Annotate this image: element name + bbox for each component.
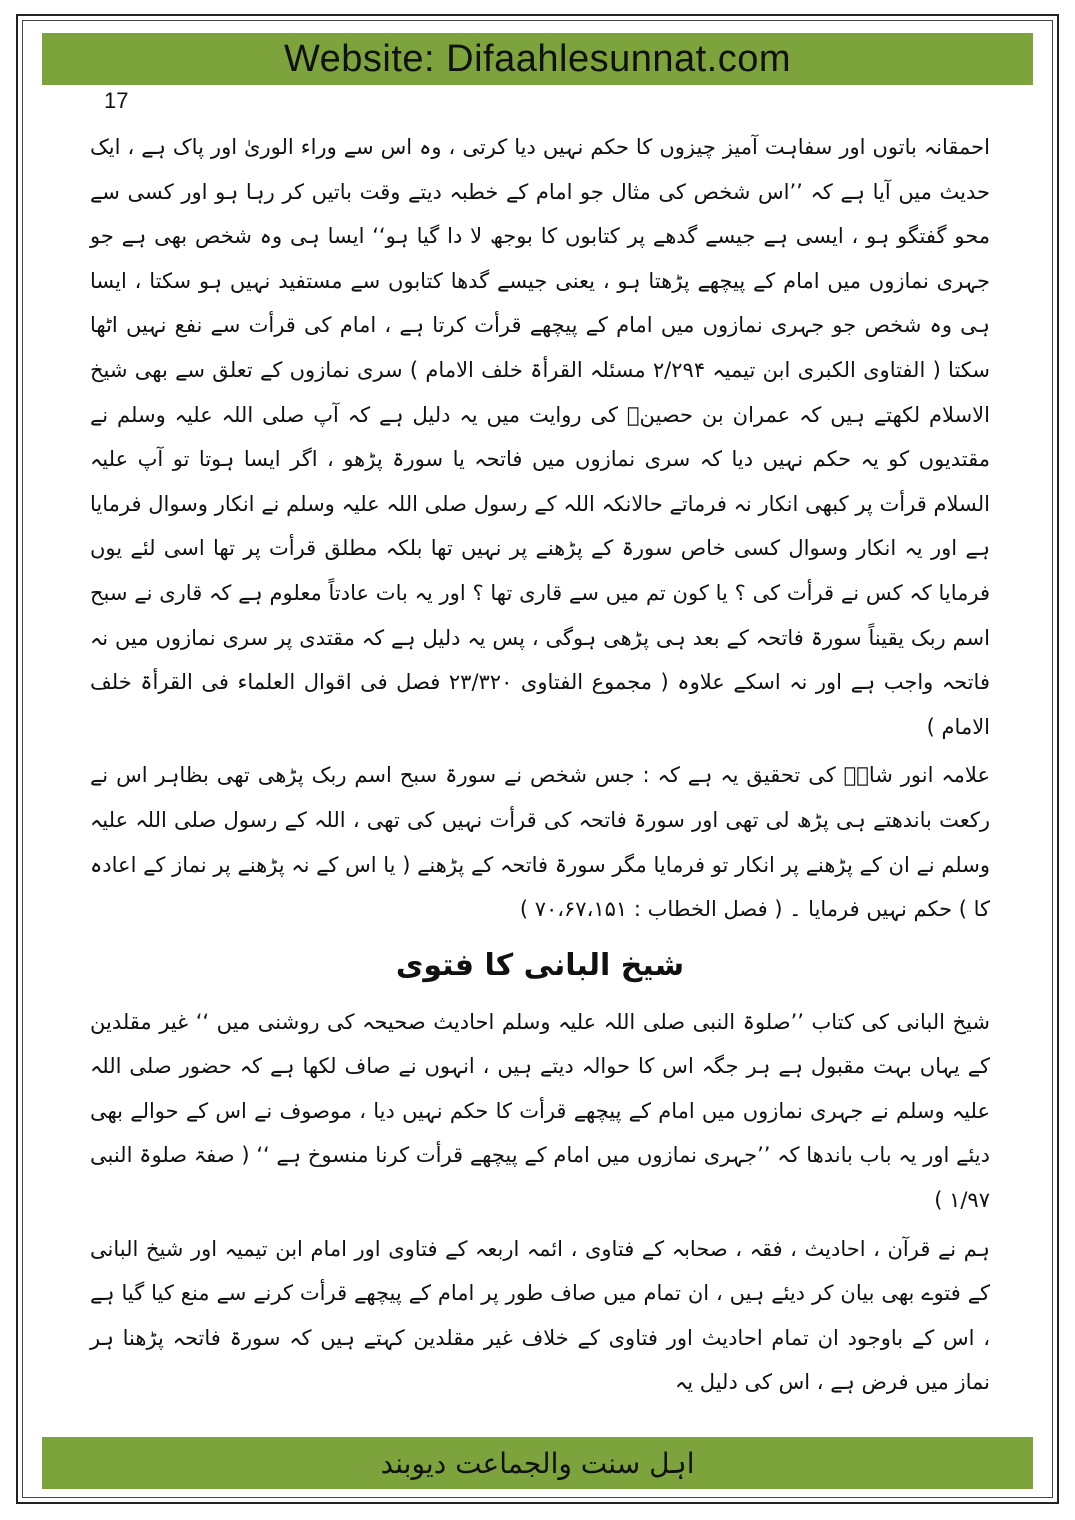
- footer-band: [42, 1437, 1033, 1489]
- paragraph-4: ہم نے قرآن ، احادیث ، فقہ ، صحابہ کے فتاوی ، ائمہ اربعہ کے فتاوی اور امام ابن تیمیہ اور شیخ البانی کے فتوے بھی بیان کر دیئے ہیں ، ان تمام میں صاف طور پر امام کے پیچھے قرأت کرنے سے منع کیا گیا ہے ، اس کے باوجود ان تمام احادیث اور فتاوی کے خلاف غیر مقلدین کہتے ہیں کہ سورۃ فاتحہ پڑھنا ہر نماز میں فرض ہے ، اس کی دلیل یہ: [90, 1236, 990, 1395]
- header-band: [42, 33, 1033, 85]
- paragraph-3: شیخ البانی کی کتاب ’’صلوۃ النبی صلی اللہ علیہ وسلم احادیث صحیحہ کی روشنی میں ‘‘ غیر مقلدین کے یہاں بہت مقبول ہے ہر جگہ اس کا حوالہ دیتے ہیں ، انہوں نے صاف لکھا ہے کہ حضور صلی اللہ علیہ وسلم نے جہری نمازوں میں امام کے پیچھے قرأت کا حکم نہیں دیا ، موصوف نے اس کے حوالے بھی دیئے اور یہ باب باندھا کہ ’’جہری نمازوں میں امام کے پیچھے قرأت کرنا منسوخ ہے ‘‘ ( صفۃ صلوۃ النبی ۱/۹۷ ): [90, 1009, 990, 1213]
- paragraph-2: علامہ انور شاہؒ کی تحقیق یہ ہے کہ : جس شخص نے سورۃ سبح اسم ربک پڑھی تھی بظاہر اس نے رکعت باندھتے ہی پڑھ لی تھی اور سورۃ فاتحہ کی قرأت نہیں کی تھی ، اللہ کے رسول صلی اللہ علیہ وسلم نے ان کے پڑھنے پر انکار تو فرمایا مگر سورۃ فاتحہ کے پڑھنے ( یا اس کے نہ پڑھنے پر نماز کے اعادہ کا ) حکم نہیں فرمایا ۔ ( فصل الخطاب : ۷۰،۶۷،۱۵۱ ): [90, 763, 990, 922]
- website-title: Website: Difaahlesunnat.com: [283, 37, 792, 80]
- section-heading: شیخ البانی کا فتوی: [395, 947, 685, 983]
- main-content: [90, 125, 990, 1405]
- page-number: 17: [104, 88, 129, 113]
- paragraph-1: احمقانہ باتوں اور سفاہت آمیز چیزوں کا حکم نہیں دیا کرتی ، وہ اس سے وراء الوریٰ اور پاک ہے ، ایک حدیث میں آیا ہے کہ ’’اس شخص کی مثال جو امام کے خطبہ دیتے وقت باتیں کر رہا ہو اور کسی سے محو گفتگو ہو ، ایسی ہے جیسے گدھے پر کتابوں کا بوجھ لا دا گیا ہو‘‘ ایسا ہی وہ شخص بھی ہے جو جہری نمازوں میں امام کے پیچھے پڑھتا ہو ، یعنی جیسے گدھا کتابوں سے مستفید نہیں ہو سکتا ، ایسا ہی وہ شخص جو جہری نمازوں میں امام کے پیچھے قرأت کرتا ہے ، امام کی قرأت سے نفع نہیں اٹھا سکتا ( الفتاوی الکبری ابن تیمیہ ۲/۲۹۴ مسئلہ القرأۃ خلف الامام ) سری نمازوں کے تعلق سے بھی شیخ الاسلام لکھتے ہیں کہ عمران بن حصینؓ کی روایت میں یہ دلیل ہے کہ آپ صلی اللہ علیہ وسلم نے مقتدیوں کو یہ حکم نہیں دیا کہ سری نمازوں میں فاتحہ یا سورۃ پڑھو ، اگر ایسا ہوتا تو آپ علیہ السلام قرأت پر کبھی انکار نہ فرماتے حالانکہ اللہ کے رسول صلی اللہ علیہ وسلم نے انکار وسوال فرمایا ہے اور یہ انکار وسوال کسی خاص سورۃ کے پڑھنے پر نہیں تھا بلکہ مطلق قرأت پر تھا اسی لئے یوں فرمایا کہ کس نے قرأت کی ؟ یا کون تم میں سے قاری تھا ؟ اور یہ بات عادتاً معلوم ہے کہ قاری نے سبح اسم ربک یقیناً سورۃ فاتحہ کے بعد ہی پڑھی ہوگی ، پس یہ دلیل ہے کہ مقتدی پر سری نمازوں میں نہ فاتحہ واجب ہے اور نہ اسکے علاوہ ( مجموع الفتاوی ۲۳/۳۲۰ فصل فی اقوال العلماء فی القرأۃ خلف الامام ): [90, 135, 990, 739]
- footer-text: اہل سنت والجماعت دیوبند: [380, 1446, 695, 1480]
